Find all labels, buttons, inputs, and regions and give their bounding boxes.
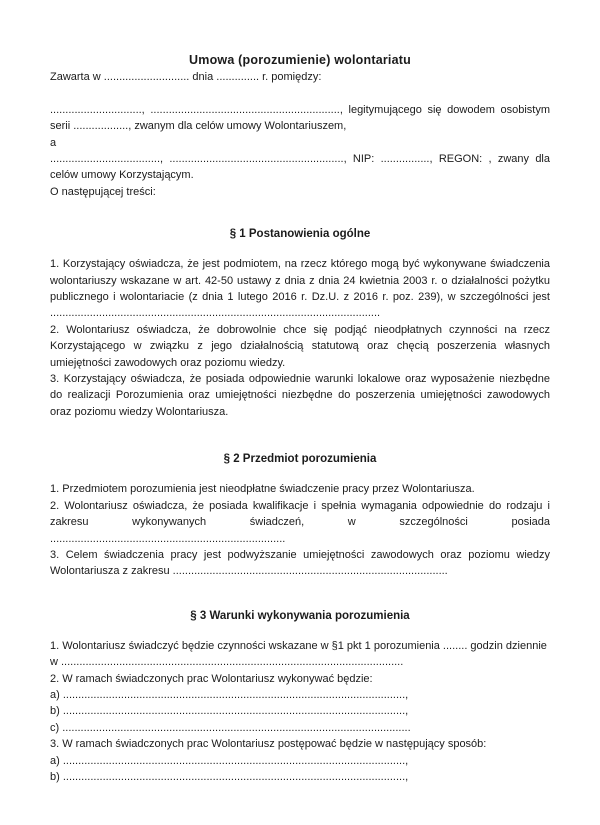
s2-paragraph-3: 3. Celem świadczenia pracy jest podwyższanie umiejętności zawodowych oraz poziomu wiedzy Wolontariusza z zakresu .......................................................................................... — [50, 548, 550, 578]
s2-paragraph-1: 1. Przedmiotem porozumienia jest nieodpłatne świadczenie pracy przez Wolontariusza. — [50, 483, 475, 496]
s3-list-item-a: a) ................................................................................................................, — [50, 688, 409, 701]
s3-list-item-b2: b) ................................................................................................................, — [50, 770, 409, 783]
s3-paragraph-1: 1. Wolontariusz świadczyć będzie czynności wskazane w §1 pkt 1 porozumienia ........ godzin dziennie — [50, 639, 547, 652]
intro-closing-line: O następującej treści: — [50, 185, 156, 198]
section-terms-of-performance — [50, 608, 550, 786]
document-title: Umowa (porozumienie) wolontariatu — [189, 53, 411, 67]
s3-fill-line-w: w ................................................................................................................ — [50, 656, 404, 669]
s1-paragraph-2: 2. Wolontariusz oświadcza, że dobrowolnie chce się podjąć nieodpłatnych czynności na rzecz Korzystającego w związku z jego działalnością statutową oraz chęcią poszerzenia własnych umiejętności zawodowych oraz poziomu wiedzy. — [50, 323, 550, 369]
s3-list-item-c: c) .................................................................................................................. — [50, 721, 411, 734]
opening-line: Zawarta w ............................ dnia .............. r. pomiędzy: — [50, 71, 322, 83]
s3-list-item-a2: a) ................................................................................................................, — [50, 754, 409, 767]
conjunction-line: a — [50, 136, 57, 149]
s1-paragraph-1: 1. Korzystający oświadcza, że jest podmiotem, na rzecz którego mogą być wykonywane świadczenia wolontariuszy wskazane w art. 42-50 ustawy z dnia z dnia 24 kwietnia 2003 r. o działalności pożytku publicznego i wolontariacie (z dnia 1 lutego 2016 r. Dz.U. z 2016 r. poz. 239), w szczególności jest ............................................................................................................ — [50, 258, 550, 320]
section-1-heading: § 1 Postanowienia ogólne — [229, 228, 371, 241]
section-general-provisions — [50, 226, 550, 420]
section-3-heading: § 3 Warunki wykonywania porozumienia — [190, 609, 410, 622]
party-beneficiary-line: ...................................., ........................................................., NIP: ................, REGON: , zwany dla celów umowy Korzystającym. — [50, 153, 550, 182]
s3-list-item-b: b) ................................................................................................................, — [50, 705, 409, 718]
s3-paragraph-3: 3. W ramach świadczonych prac Wolontariusz postępować będzie w następujący sposób: — [50, 738, 487, 751]
section-subject-of-agreement — [50, 451, 550, 579]
s2-paragraph-2: 2. Wolontariusz oświadcza, że posiada kwalifikacje i spełnia wymagania odpowiednie do rodzaju i zakresu wykonywanych świadczeń, w szczególności posiada ............................................................................. — [50, 499, 550, 545]
s3-paragraph-2: 2. W ramach świadczonych prac Wolontariusz wykonywać będzie: — [50, 672, 373, 685]
section-2-heading: § 2 Przedmiot porozumienia — [223, 453, 377, 466]
s1-paragraph-3: 3. Korzystający oświadcza, że posiada odpowiednie warunki lokalowe oraz wyposażenie niezbędne do realizacji Porozumienia oraz umiejętności niezbędne do poszerzenia umiejętności zawodowych oraz poziomu wiedzy Wolontariusza. — [50, 373, 550, 418]
party-volunteer-line: .............................., .............................................................., legitymującego się dowodem osobistym serii .................., zwanym dla celów umowy Wolontariuszem, — [50, 103, 550, 133]
preamble — [50, 102, 550, 200]
